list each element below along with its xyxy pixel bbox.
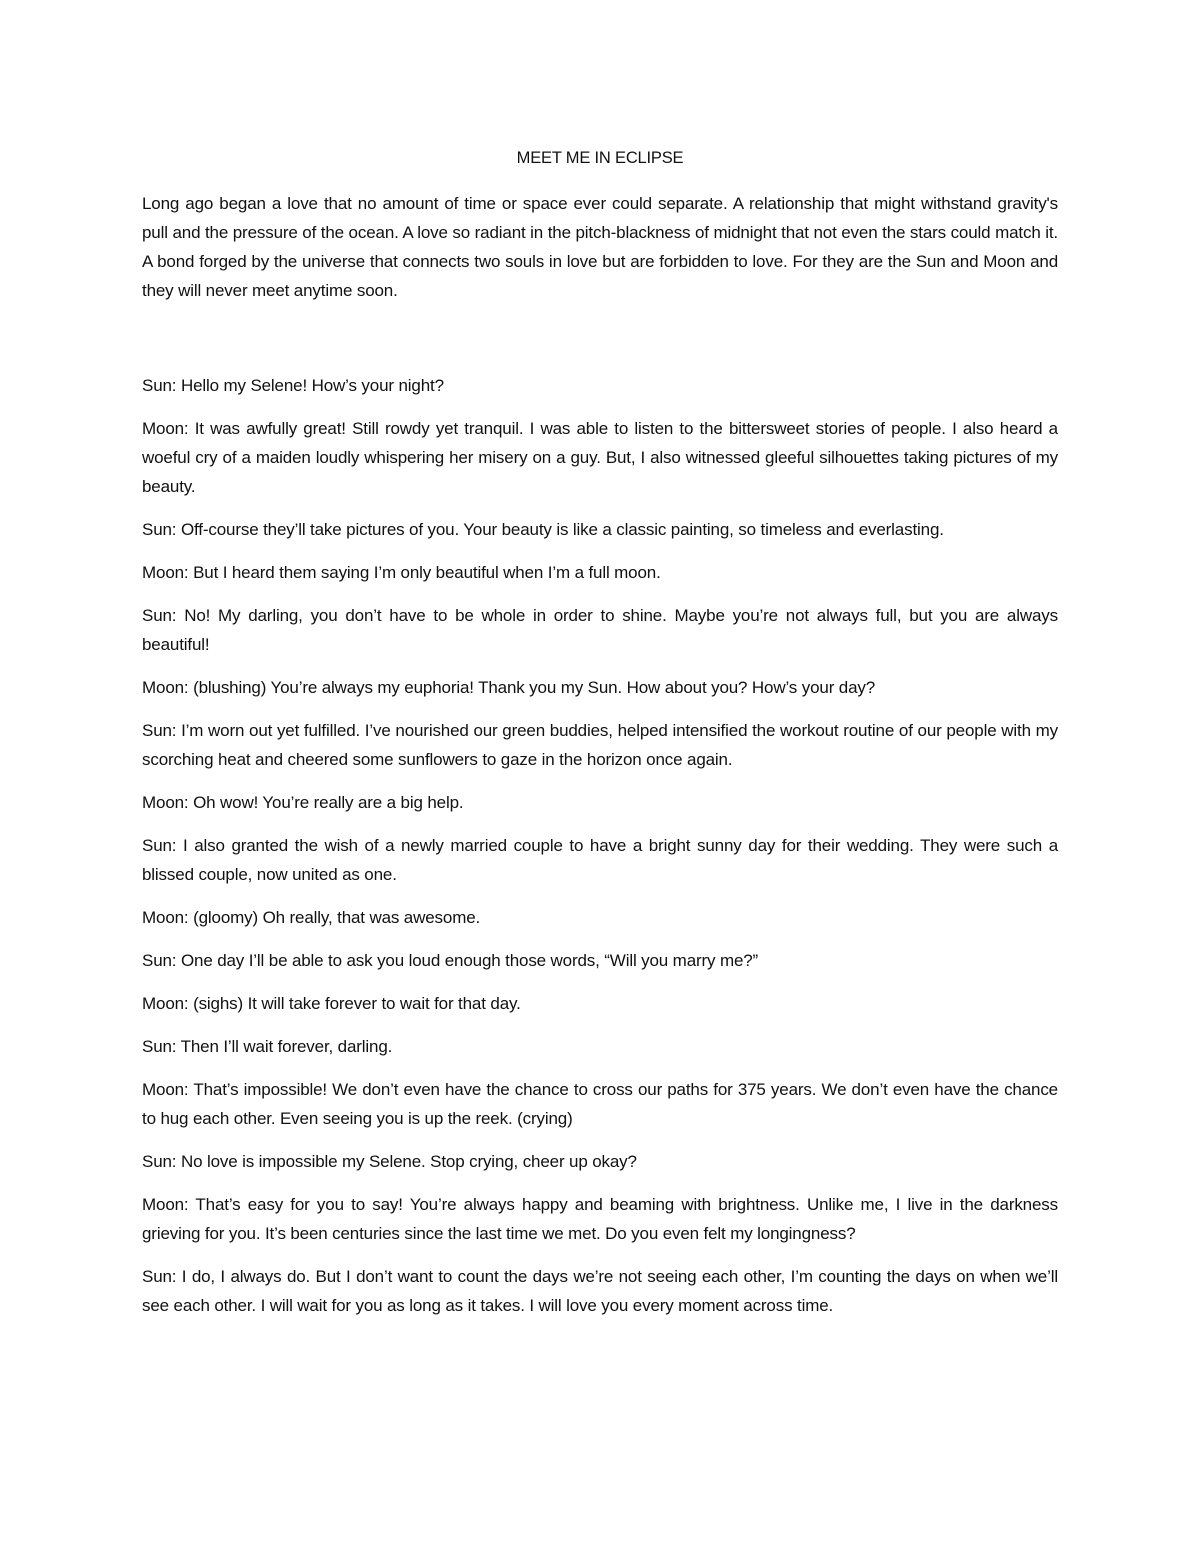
dialogue-line-moon: Moon: That’s impossible! We don’t even have the chance to cross our paths for 375 years. We don’t even have the chance to hug each other. Even seeing you is up the reek. (crying) xyxy=(142,1080,1058,1128)
dialogue-line-moon: Moon: It was awfully great! Still rowdy yet tranquil. I was able to listen to the bittersweet stories of people. I also heard a woeful cry of a maiden loudly whispering her misery on a guy. But, I also witnessed gleeful silhouettes taking pictures of my beauty. xyxy=(142,419,1058,496)
dialogue-line-moon: Moon: That’s easy for you to say! You’re always happy and beaming with brightness. Unlike me, I live in the darkness grieving for you. It’s been centuries since the last time we met. Do you even felt my longingness? xyxy=(142,1195,1058,1243)
dialogue-line-sun: Sun: No! My darling, you don’t have to be whole in order to shine. Maybe you’re not always full, but you are always beautiful! xyxy=(142,606,1058,654)
dialogue-line-moon: Moon: (sighs) It will take forever to wait for that day. xyxy=(142,994,521,1013)
document-page xyxy=(142,148,1058,1334)
dialogue-line-sun: Sun: Off-course they’ll take pictures of you. Your beauty is like a classic painting, so timeless and everlasting. xyxy=(142,520,944,539)
dialogue-line-sun: Sun: I do, I always do. But I don’t want to count the days we’re not seeing each other, I’m counting the days on when we’ll see each other. I will wait for you as long as it takes. I will love you every moment across time. xyxy=(142,1267,1058,1315)
intro-paragraph: Long ago began a love that no amount of time or space ever could separate. A relationship that might withstand gravity's pull and the pressure of the ocean. A love so radiant in the pitch-blackness of midnight that not even the stars could match it. A bond forged by the universe that connects two souls in love but are forbidden to love. For they are the Sun and Moon and they will never meet anytime soon. xyxy=(142,194,1058,300)
dialogue-line-moon: Moon: (gloomy) Oh really, that was awesome. xyxy=(142,908,481,927)
dialogue-line-sun: Sun: Hello my Selene! How’s your night? xyxy=(142,376,444,395)
dialogue-line-sun: Sun: I’m worn out yet fulfilled. I’ve nourished our green buddies, helped intensified the workout routine of our people with my scorching heat and cheered some sunflowers to gaze in the horizon once again. xyxy=(142,721,1058,769)
dialogue-line-sun: Sun: No love is impossible my Selene. Stop crying, cheer up okay? xyxy=(142,1152,637,1171)
dialogue-line-moon: Moon: But I heard them saying I’m only beautiful when I’m a full moon. xyxy=(142,563,661,582)
document-title: MEET ME IN ECLIPSE xyxy=(516,149,684,167)
dialogue-line-moon: Moon: (blushing) You’re always my euphoria! Thank you my Sun. How about you? How’s your day? xyxy=(142,678,876,697)
dialogue-line-sun: Sun: Then I’ll wait forever, darling. xyxy=(142,1037,393,1056)
dialogue-line-moon: Moon: Oh wow! You’re really are a big help. xyxy=(142,793,464,812)
dialogue-line-sun: Sun: I also granted the wish of a newly married couple to have a bright sunny day for their wedding. They were such a blissed couple, now united as one. xyxy=(142,836,1058,884)
dialogue-line-sun: Sun: One day I’ll be able to ask you loud enough those words, “Will you marry me?” xyxy=(142,951,759,970)
